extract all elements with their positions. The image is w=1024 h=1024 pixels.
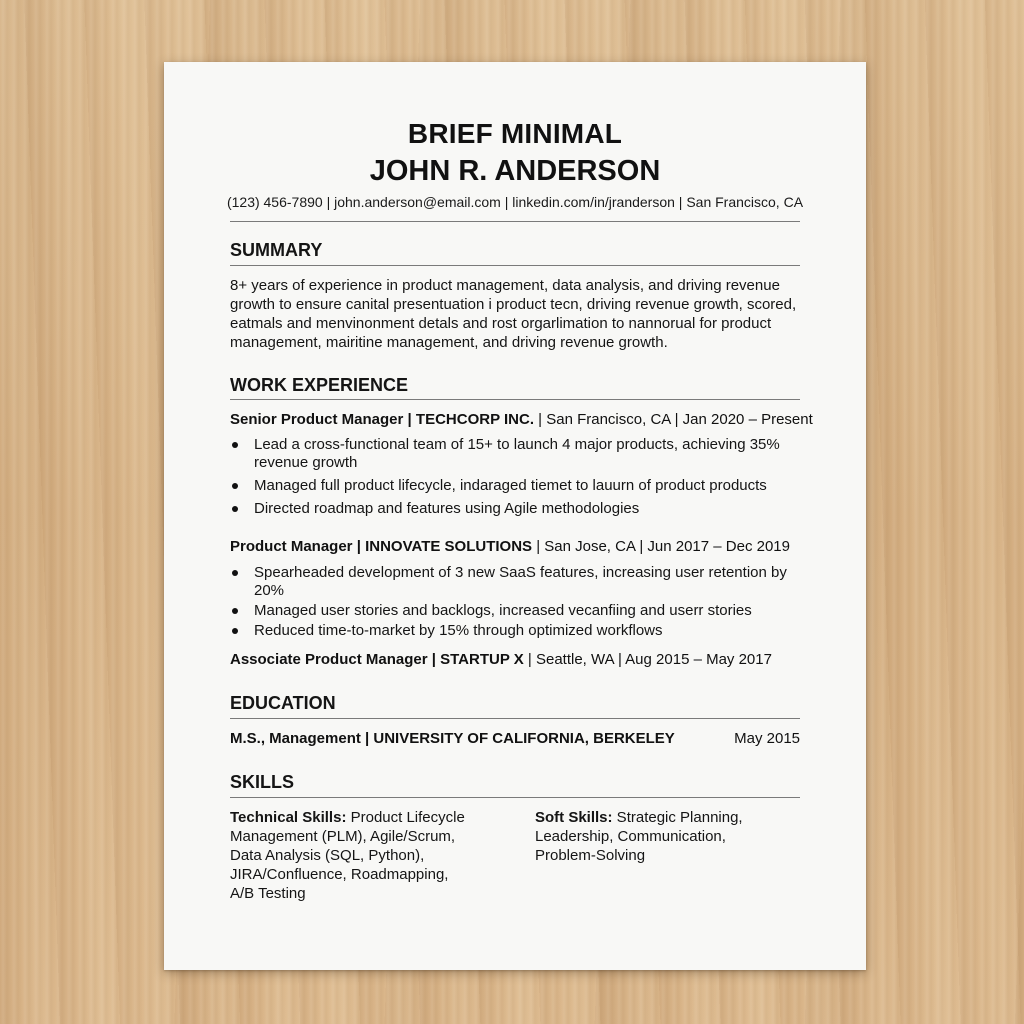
- job-details: | San Francisco, CA | Jan 2020 – Present: [534, 411, 813, 428]
- technical-skills-label: Technical Skills:: [230, 809, 347, 826]
- list-item: Reduced time-to-market by 15% through optimized workflows: [230, 622, 800, 640]
- job-role: Product Manager: [230, 538, 353, 555]
- job-details: | Seattle, WA | Aug 2015 – May 2017: [523, 651, 772, 668]
- education-date: May 2015: [734, 730, 800, 747]
- technical-skills-text: Product Lifecycle Management (PLM), Agile/Scrum, Data Analysis (SQL, Python), JIRA/Confluence, Roadmapping, A/B Testing: [230, 809, 465, 902]
- job-company: TECHCORP INC.: [415, 411, 534, 428]
- candidate-name: JOHN R. ANDERSON: [369, 155, 661, 187]
- job-bullets: [230, 436, 800, 523]
- soft-skills-label: Soft Skills:: [535, 809, 613, 826]
- job-role: Senior Product Manager: [230, 411, 404, 428]
- soft-skills-text: Strategic Planning, Leadership, Communication, Problem-Solving: [535, 809, 743, 864]
- list-item: Spearheaded development of 3 new SaaS features, increasing user retention by 20%: [230, 564, 800, 600]
- summary-divider: [230, 265, 800, 266]
- job-heading: Product Manager | INNOVATE SOLUTIONS | San Jose, CA | Jun 2017 – Dec 2019: [230, 538, 790, 555]
- skills-divider: [230, 797, 800, 798]
- document-label: BRIEF MINIMAL: [407, 118, 623, 149]
- list-item: Managed user stories and backlogs, increased vecanfiing and userr stories: [230, 602, 800, 620]
- section-title-education: EDUCATION: [230, 693, 336, 713]
- job-heading: Associate Product Manager | STARTUP X | Seattle, WA | Aug 2015 – May 2017: [230, 651, 772, 668]
- header-divider: [230, 221, 800, 222]
- job-bullets: [230, 564, 800, 642]
- section-title-skills: SKILLS: [230, 772, 295, 792]
- contact-line: (123) 456-7890 | john.anderson@email.com | linkedin.com/in/jranderson | San Francisco, CA: [226, 194, 804, 210]
- list-item: Managed full product lifecycle, indaraged tiemet to lauurn of product products: [230, 477, 800, 495]
- job-details: | San Jose, CA | Jun 2017 – Dec 2019: [532, 538, 790, 555]
- list-item: Lead a cross-functional team of 15+ to launch 4 major products, achieving 35% revenue growth: [230, 436, 800, 472]
- education-degree: M.S., Management | UNIVERSITY OF CALIFORNIA, BERKELEY: [230, 730, 675, 747]
- education-divider: [230, 718, 800, 719]
- section-title-summary: SUMMARY: [230, 240, 323, 260]
- resume-page: [164, 62, 866, 970]
- section-title-experience: WORK EXPERIENCE: [230, 375, 409, 395]
- education-row: [230, 730, 800, 747]
- job-company: STARTUP X: [440, 651, 524, 668]
- job-role: Associate Product Manager: [230, 651, 428, 668]
- summary-text: 8+ years of experience in product management, data analysis, and driving revenue growth to ensure canital presentuation i product tecn, driving revenue growth, scored, eatmals and menvinonment detals and rost orgarlimation to nannorual for product management, mairitine management, and driving revenue growth.: [230, 277, 797, 351]
- list-item: Directed roadmap and features using Agile methodologies: [230, 500, 800, 518]
- experience-divider: [230, 399, 800, 400]
- technical-skills: [230, 808, 470, 903]
- job-heading: Senior Product Manager | TECHCORP INC. | San Francisco, CA | Jan 2020 – Present: [230, 411, 813, 428]
- soft-skills: [535, 808, 765, 865]
- job-company: INNOVATE SOLUTIONS: [365, 538, 533, 555]
